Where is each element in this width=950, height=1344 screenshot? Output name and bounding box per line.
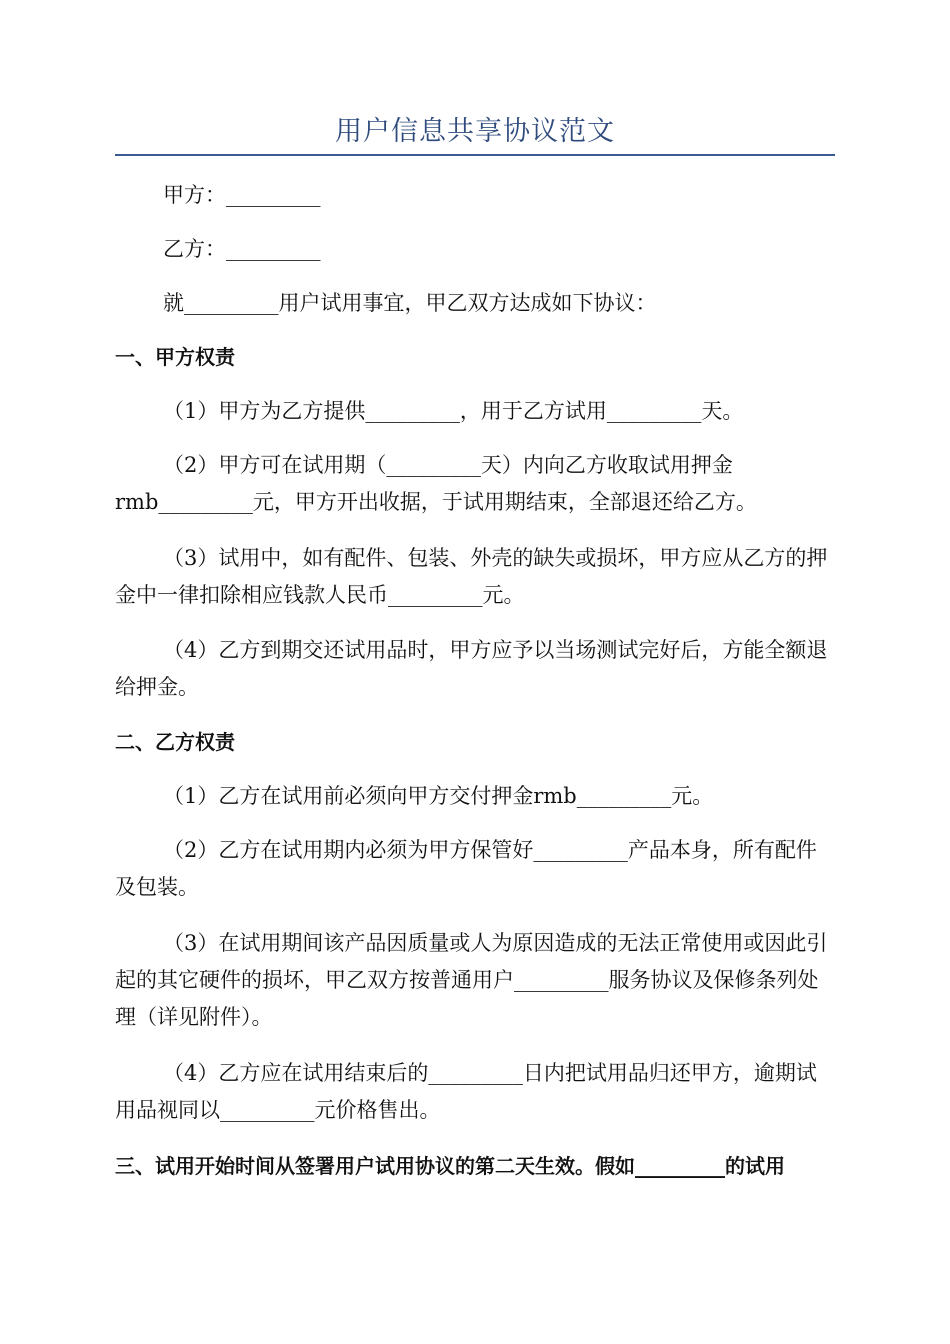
section-1-item-4: （4）乙方到期交还试用品时，甲方应予以当场测试完好后，方能全额退给押金。: [115, 638, 828, 699]
section-1-item-2: （2）甲方可在试用期（_________天）内向乙方收取试用押金rmb_________元，甲方开出收据，于试用期结束，全部退还给乙方。: [115, 453, 757, 514]
intro-paragraph: 就_________用户试用事宜，甲乙双方达成如下协议：: [163, 291, 657, 315]
section-1-item-1: （1）甲方为乙方提供_________，用于乙方试用_________天。: [163, 399, 744, 423]
section-2-item-4: （4）乙方应在试用结束后的_________日内把试用品归还甲方，逾期试用品视同以_________元价格售出。: [115, 1061, 817, 1122]
section-2-heading: 二、乙方权责: [115, 730, 235, 754]
section-1-item-3: （3）试用中，如有配件、包装、外壳的缺失或损坏，甲方应从乙方的押金中一律扣除相应钱款人民币_________元。: [115, 546, 828, 607]
section-1-heading: 一、甲方权责: [115, 345, 235, 369]
section-2-item-3: （3）在试用期间该产品因质量或人为原因造成的无法正常使用或因此引起的其它硬件的损坏，甲乙双方按普通用户_________服务协议及保修条列处理（详见附件）。: [115, 931, 828, 1029]
section-2-item-2: （2）乙方在试用期内必须为甲方保管好_________产品本身，所有配件及包装。: [115, 838, 817, 899]
party-a-line: 甲方：_________: [163, 183, 321, 207]
document-title: 用户信息共享协议范文: [335, 116, 615, 147]
section-3-heading: 三、试用开始时间从签署用户试用协议的第二天生效。假如_________的试用: [115, 1154, 785, 1178]
party-b-line: 乙方：_________: [163, 237, 321, 261]
title-divider: [115, 154, 835, 156]
section-2-item-1: （1）乙方在试用前必须向甲方交付押金rmb_________元。: [163, 784, 714, 808]
